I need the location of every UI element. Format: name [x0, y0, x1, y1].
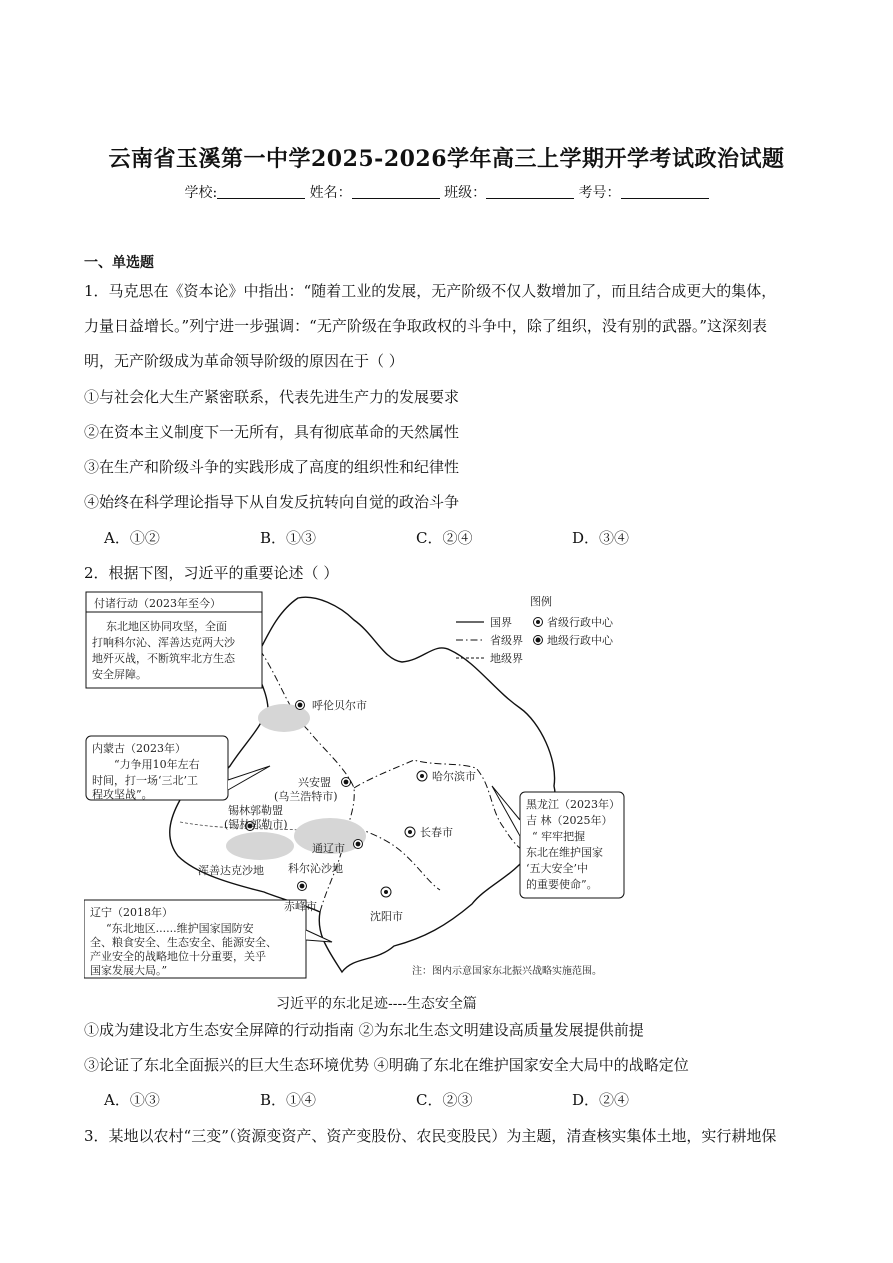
q2-option-c[interactable]: C．②③ [416, 1091, 473, 1109]
city-chifeng: 赤峰市 [284, 900, 317, 913]
map-caption: 习近平的东北足迹----生态安全篇 [276, 996, 477, 1012]
box2-line-2: 时间，打一场‘三北’工 [92, 774, 198, 787]
city-xilingol: 锡林郭勒盟 [228, 804, 283, 817]
q2-stem: 2．根据下图，习近平的重要论述（ ） [84, 564, 339, 582]
info-number-label: 考号： [578, 185, 621, 201]
q1-stem-line-3: 明，无产阶级成为革命领导阶级的原因在于（ ） [84, 352, 404, 370]
box4-line-2: 吉 林（2025年） [526, 814, 613, 827]
box1-title: 付诸行动（2023年至今） [94, 597, 221, 610]
q2-option-d[interactable]: D．②④ [572, 1091, 630, 1109]
name-blank [352, 186, 440, 199]
city-hulunbuir: 呼伦贝尔市 [312, 699, 367, 712]
box4-line-5: ‘五大安全’中 [526, 862, 588, 875]
legend-title: 图例 [530, 595, 552, 608]
q2-items-line-1: ①成为建设北方生态安全屏障的行动指南 ②为东北生态文明建设高质量发展提供前提 [84, 1021, 644, 1039]
class-blank [486, 186, 574, 199]
city-shenyang: 沈阳市 [370, 910, 403, 923]
box4-line-1: 黑龙江（2023年） [526, 798, 620, 811]
q1-option-c[interactable]: C．②④ [416, 529, 473, 547]
q1-option-b[interactable]: B．①③ [260, 529, 317, 547]
q1-option-a[interactable]: A．①② [104, 529, 160, 547]
city-ulanhot: (乌兰浩特市) [274, 790, 338, 803]
q3-stem: 3．某地以农村“三变”（资源变资产、资产变股份、农民变股民）为主题，清查核实集体土地，实行耕地保 [84, 1127, 777, 1145]
box1-line-3: 地歼灭战，不断筑牢北方生态 [92, 652, 235, 665]
city-changchun: 长春市 [420, 826, 453, 839]
section-heading: 一、单选题 [84, 255, 154, 271]
city-xinganmeng: 兴安盟 [298, 776, 331, 789]
number-blank [621, 186, 709, 199]
info-class-label: 班级： [444, 185, 487, 201]
box4-line-6: 的重要使命”。 [526, 878, 598, 891]
sand-horqin-label: 科尔沁沙地 [288, 862, 343, 875]
q1-item-2: ②在资本主义制度下一无所有，具有彻底革命的天然属性 [84, 423, 460, 441]
city-tongliao: 通辽市 [312, 842, 345, 855]
info-school-label: 学校: [184, 185, 218, 201]
q1-item-1: ①与社会化大生产紧密联系，代表先进生产力的发展要求 [84, 388, 460, 406]
box1-line-1: 东北地区协同攻坚，全面 [106, 620, 227, 633]
q1-stem-line-1: 1．马克思在《资本论》中指出：“随着工业的发展，无产阶级不仅人数增加了，而且结合成更大的集体， [84, 282, 777, 300]
q2-options [104, 1089, 728, 1110]
student-info-line [0, 182, 893, 202]
map-note: 注：图内示意国家东北振兴战略实施范围。 [412, 966, 602, 977]
q1-options [104, 527, 728, 548]
box4-line-4: 东北在维护国家 [526, 846, 603, 859]
q1-item-4: ④始终在科学理论指导下从自发反抗转向自觉的政治斗争 [84, 493, 460, 511]
sand-area-hunshandake [226, 832, 294, 860]
q1-stem-line-2: 力量日益增长。”列宁进一步强调：“无产阶级在争取政权的斗争中，除了组织，没有别的武器。”这深刻表 [84, 317, 768, 335]
city-harbin: 哈尔滨市 [432, 770, 476, 783]
sand-hunshandake-label: 浑善达克沙地 [198, 864, 264, 877]
document-title: 云南省玉溪第一中学2025-2026学年高三上学期开学考试政治试题 [108, 146, 785, 172]
legend-provincial-center: 省级行政中心 [547, 616, 613, 629]
school-blank [217, 186, 305, 199]
q2-option-b[interactable]: B．①④ [260, 1091, 317, 1109]
northeast-map-figure [84, 590, 650, 980]
box2-line-3: 程攻坚战”。 [92, 788, 153, 801]
legend-prefecture-center: 地级行政中心 [547, 634, 613, 647]
box1-line-2: 打响科尔沁、浑善达克两大沙 [92, 636, 235, 649]
q2-items-line-2: ③论证了东北全面振兴的巨大生态环境优势 ④明确了东北在维护国家安全大局中的战略定位 [84, 1056, 689, 1074]
legend-national-boundary: 国界 [490, 616, 512, 629]
city-xilinhot: (锡林郭勒市) [224, 818, 288, 831]
box3-title: 辽宁（2018年） [90, 906, 173, 919]
q2-option-a[interactable]: A．①③ [104, 1091, 160, 1109]
box3-line-1: “东北地区......维护国家国防安 [106, 922, 254, 935]
box2-title: 内蒙古（2023年） [92, 742, 186, 755]
legend-provincial-boundary: 省级界 [490, 634, 523, 647]
box3-line-3: 产业安全的战略地位十分重要，关乎 [90, 950, 266, 963]
q1-item-3: ③在生产和阶级斗争的实践形成了高度的组织性和纪律性 [84, 458, 460, 476]
box4-line-3: “ 牢牢把握 [532, 830, 586, 843]
info-name-label: 姓名： [309, 185, 352, 201]
box1-line-4: 安全屏障。 [92, 668, 147, 681]
box2-line-1: “力争用10年左右 [114, 758, 200, 771]
box3-line-4: 国家发展大局。” [90, 964, 168, 977]
box3-line-2: 全、粮食安全、生态安全、能源安全、 [90, 936, 277, 949]
legend-prefecture-boundary: 地级界 [490, 652, 523, 665]
q1-option-d[interactable]: D．③④ [572, 529, 630, 547]
